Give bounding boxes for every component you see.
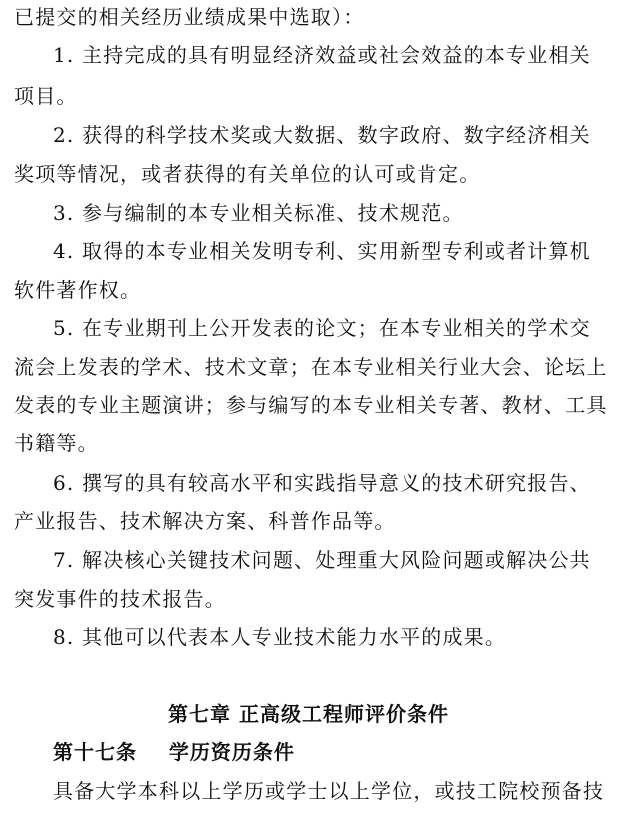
item-5-line-3: 发表的专业主题演讲；参与编写的本专业相关专著、教材、工具 <box>14 393 608 417</box>
intro-line: 已提交的相关经历业绩成果中选取）： <box>14 5 365 29</box>
article-heading: 第十七条 学历资历条件 <box>53 740 295 764</box>
item-2-line-2: 奖项等情况，或者获得的有关单位的认可或肯定。 <box>14 162 481 186</box>
item-6-line-2: 产业报告、技术解决方案、科普作品等。 <box>14 509 396 533</box>
chapter-title: 第七章 正高级工程师评价条件 <box>168 702 449 726</box>
item-4-line-2: 软件著作权。 <box>14 278 142 302</box>
item-1-line-2: 项目。 <box>14 84 78 108</box>
item-4-line-1: 4. 取得的本专业相关发明专利、实用新型专利或者计算机 <box>53 239 591 263</box>
item-6-line-1: 6. 撰写的具有较高水平和实践指导意义的技术研究报告、 <box>53 471 591 495</box>
item-8-line-1: 8. 其他可以代表本人专业技术能力水平的成果。 <box>53 625 507 649</box>
item-3-line-1: 3. 参与编制的本专业相关标准、技术规范。 <box>53 201 464 225</box>
item-7-line-1: 7. 解决核心关键技术问题、处理重大风险问题或解决公共 <box>53 548 591 572</box>
item-5-line-1: 5. 在专业期刊上公开发表的论文；在本专业相关的学术交 <box>53 316 591 340</box>
item-5-line-4: 书籍等。 <box>14 431 99 455</box>
item-1-line-1: 1. 主持完成的具有明显经济效益或社会效益的本专业相关 <box>53 43 591 67</box>
item-5-line-2: 流会上发表的学术、技术文章；在本专业相关行业大会、论坛上 <box>14 355 608 379</box>
item-2-line-1: 2. 获得的科学技术奖或大数据、数字政府、数字经济相关 <box>53 123 591 147</box>
body-last-line: 具备大学本科以上学历或学士以上学位，或技工院校预备技 <box>53 779 605 803</box>
item-7-line-2: 突发事件的技术报告。 <box>14 587 226 611</box>
